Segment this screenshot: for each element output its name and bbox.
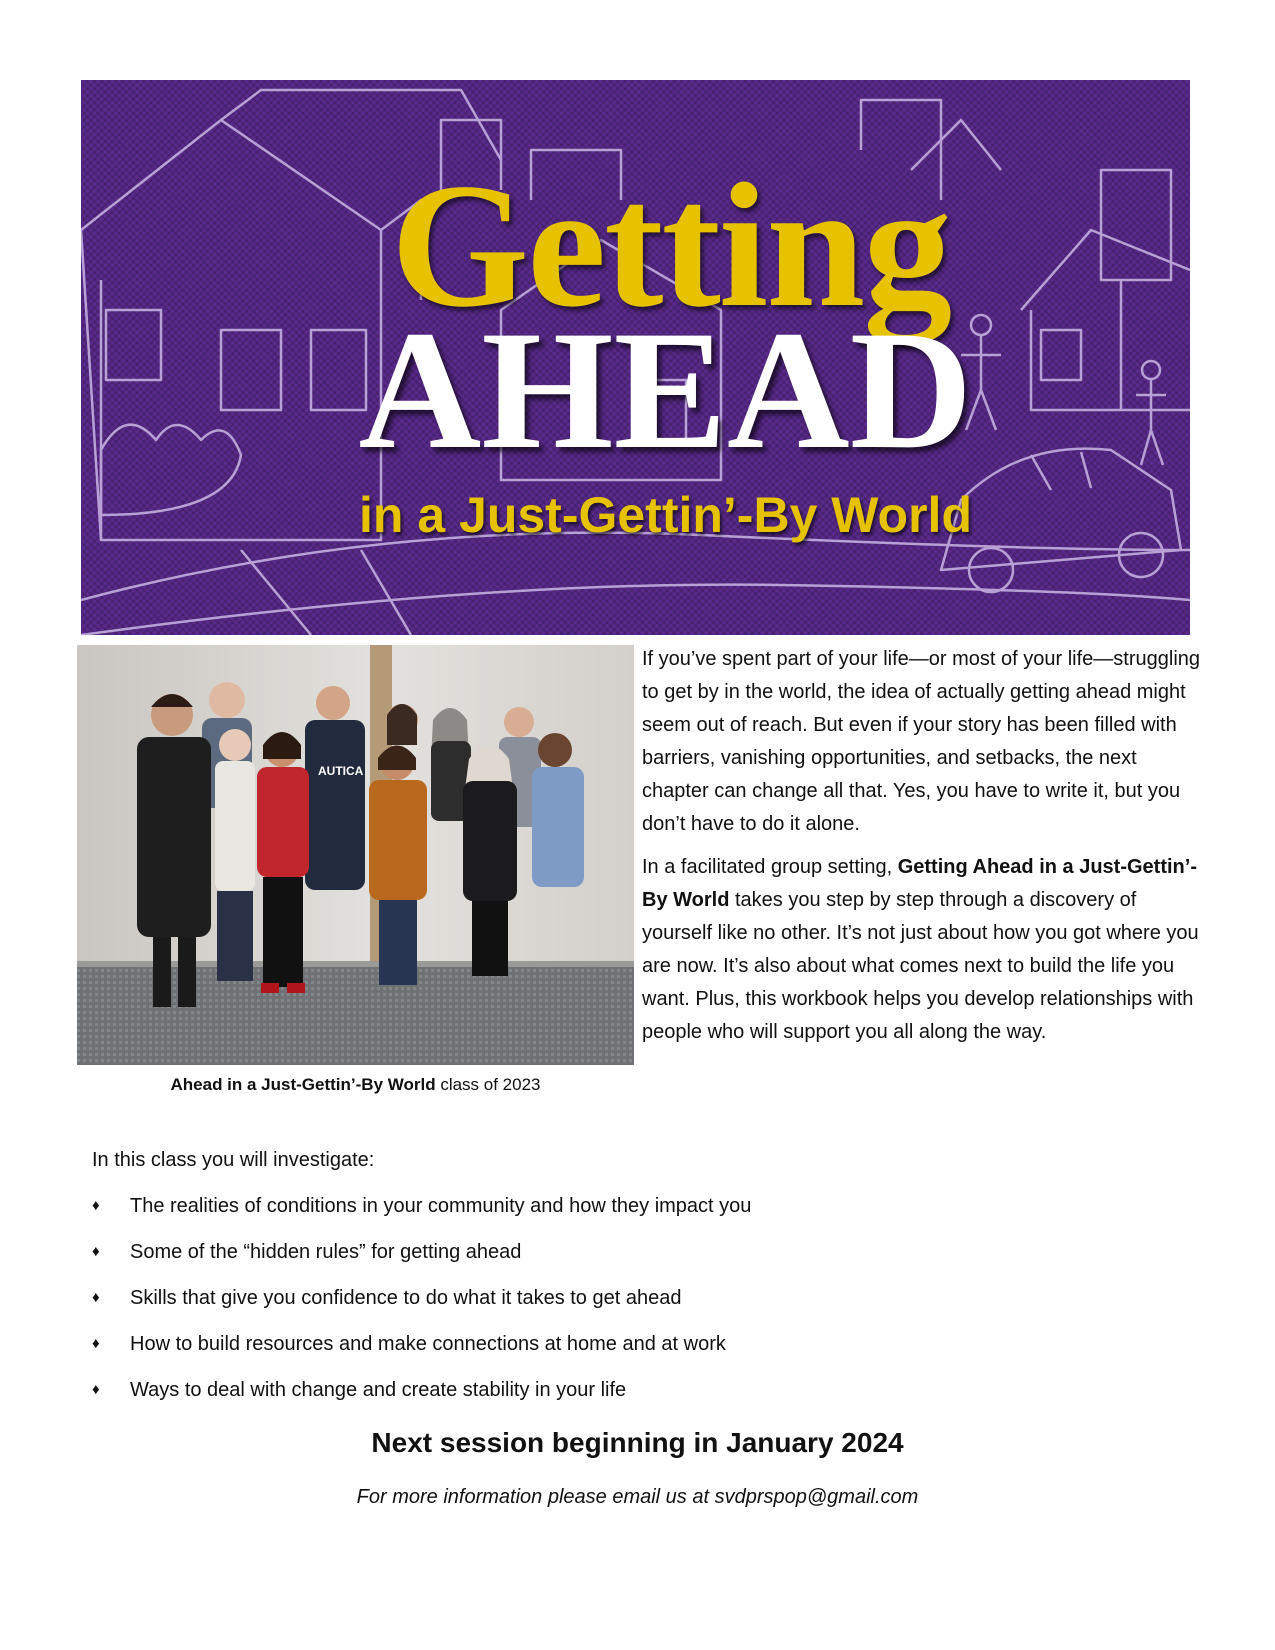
intro-text	[642, 643, 1202, 1059]
list-item-text: Some of the “hidden rules” for getting ahead	[130, 1241, 522, 1263]
class-group-photo	[77, 645, 634, 1065]
diamond-bullet-icon: ♦	[92, 1335, 100, 1352]
diamond-bullet-icon: ♦	[92, 1197, 100, 1214]
diamond-bullet-icon: ♦	[92, 1381, 100, 1398]
shirt-logo-text: AUTICA	[318, 764, 364, 778]
list-item	[92, 1377, 1092, 1423]
list-item-text: Ways to deal with change and create stability in your life	[130, 1379, 627, 1401]
caption-rest-text: class of 2023	[435, 1075, 541, 1094]
diamond-bullet-icon: ♦	[92, 1289, 100, 1306]
intro-p2-bold: Getting Ahead in a Just-Gettin’-By World	[642, 856, 1197, 911]
intro-p2-start: In a facilitated group setting,	[642, 856, 898, 878]
diamond-bullet-icon: ♦	[92, 1243, 100, 1260]
intro-paragraph-1: If you’ve spent part of your life—or most of your life—struggling to get by in the world, the idea of actually getting ahead might seem out of reach. But even if your story has been filled with barriers, vanishing opportunities, and setbacks, the next chapter can change all that. Yes, you have to write it, but you don’t have to do it alone.	[642, 648, 1201, 835]
list-item-text: The realities of conditions in your community and how they impact you	[130, 1195, 752, 1217]
investigate-list	[92, 1193, 1092, 1423]
banner-subtitle: in a Just-Gettin’-By World	[359, 487, 972, 543]
next-session-heading: Next session beginning in January 2024	[371, 1427, 904, 1458]
contact-info: For more information please email us at svdprspop@gmail.com	[356, 1486, 919, 1508]
photo-caption	[77, 1075, 634, 1095]
banner-title-ahead: AHEAD	[358, 296, 973, 484]
group-photo-illustration	[77, 645, 634, 1065]
intro-paragraph-2	[642, 851, 1202, 1049]
list-item	[92, 1285, 1092, 1331]
list-item-text: How to build resources and make connections at home and at work	[130, 1333, 726, 1355]
investigate-intro: In this class you will investigate:	[92, 1149, 375, 1171]
title-banner	[81, 80, 1190, 635]
list-item	[92, 1331, 1092, 1377]
caption-bold-text: Ahead in a Just-Gettin’-By World	[170, 1075, 436, 1094]
list-item	[92, 1239, 1092, 1285]
list-item-text: Skills that give you confidence to do what it takes to get ahead	[130, 1287, 682, 1309]
intro-p2-end: takes you step by step through a discovery of yourself like no other. It’s not just about how you got where you are now. It’s also about what comes next to build the life you want. Plus, this workbook helps you develop relationships with people who will support you all along the way.	[642, 889, 1199, 1043]
list-item	[92, 1193, 1092, 1239]
banner-title-getting: Getting	[390, 146, 951, 344]
